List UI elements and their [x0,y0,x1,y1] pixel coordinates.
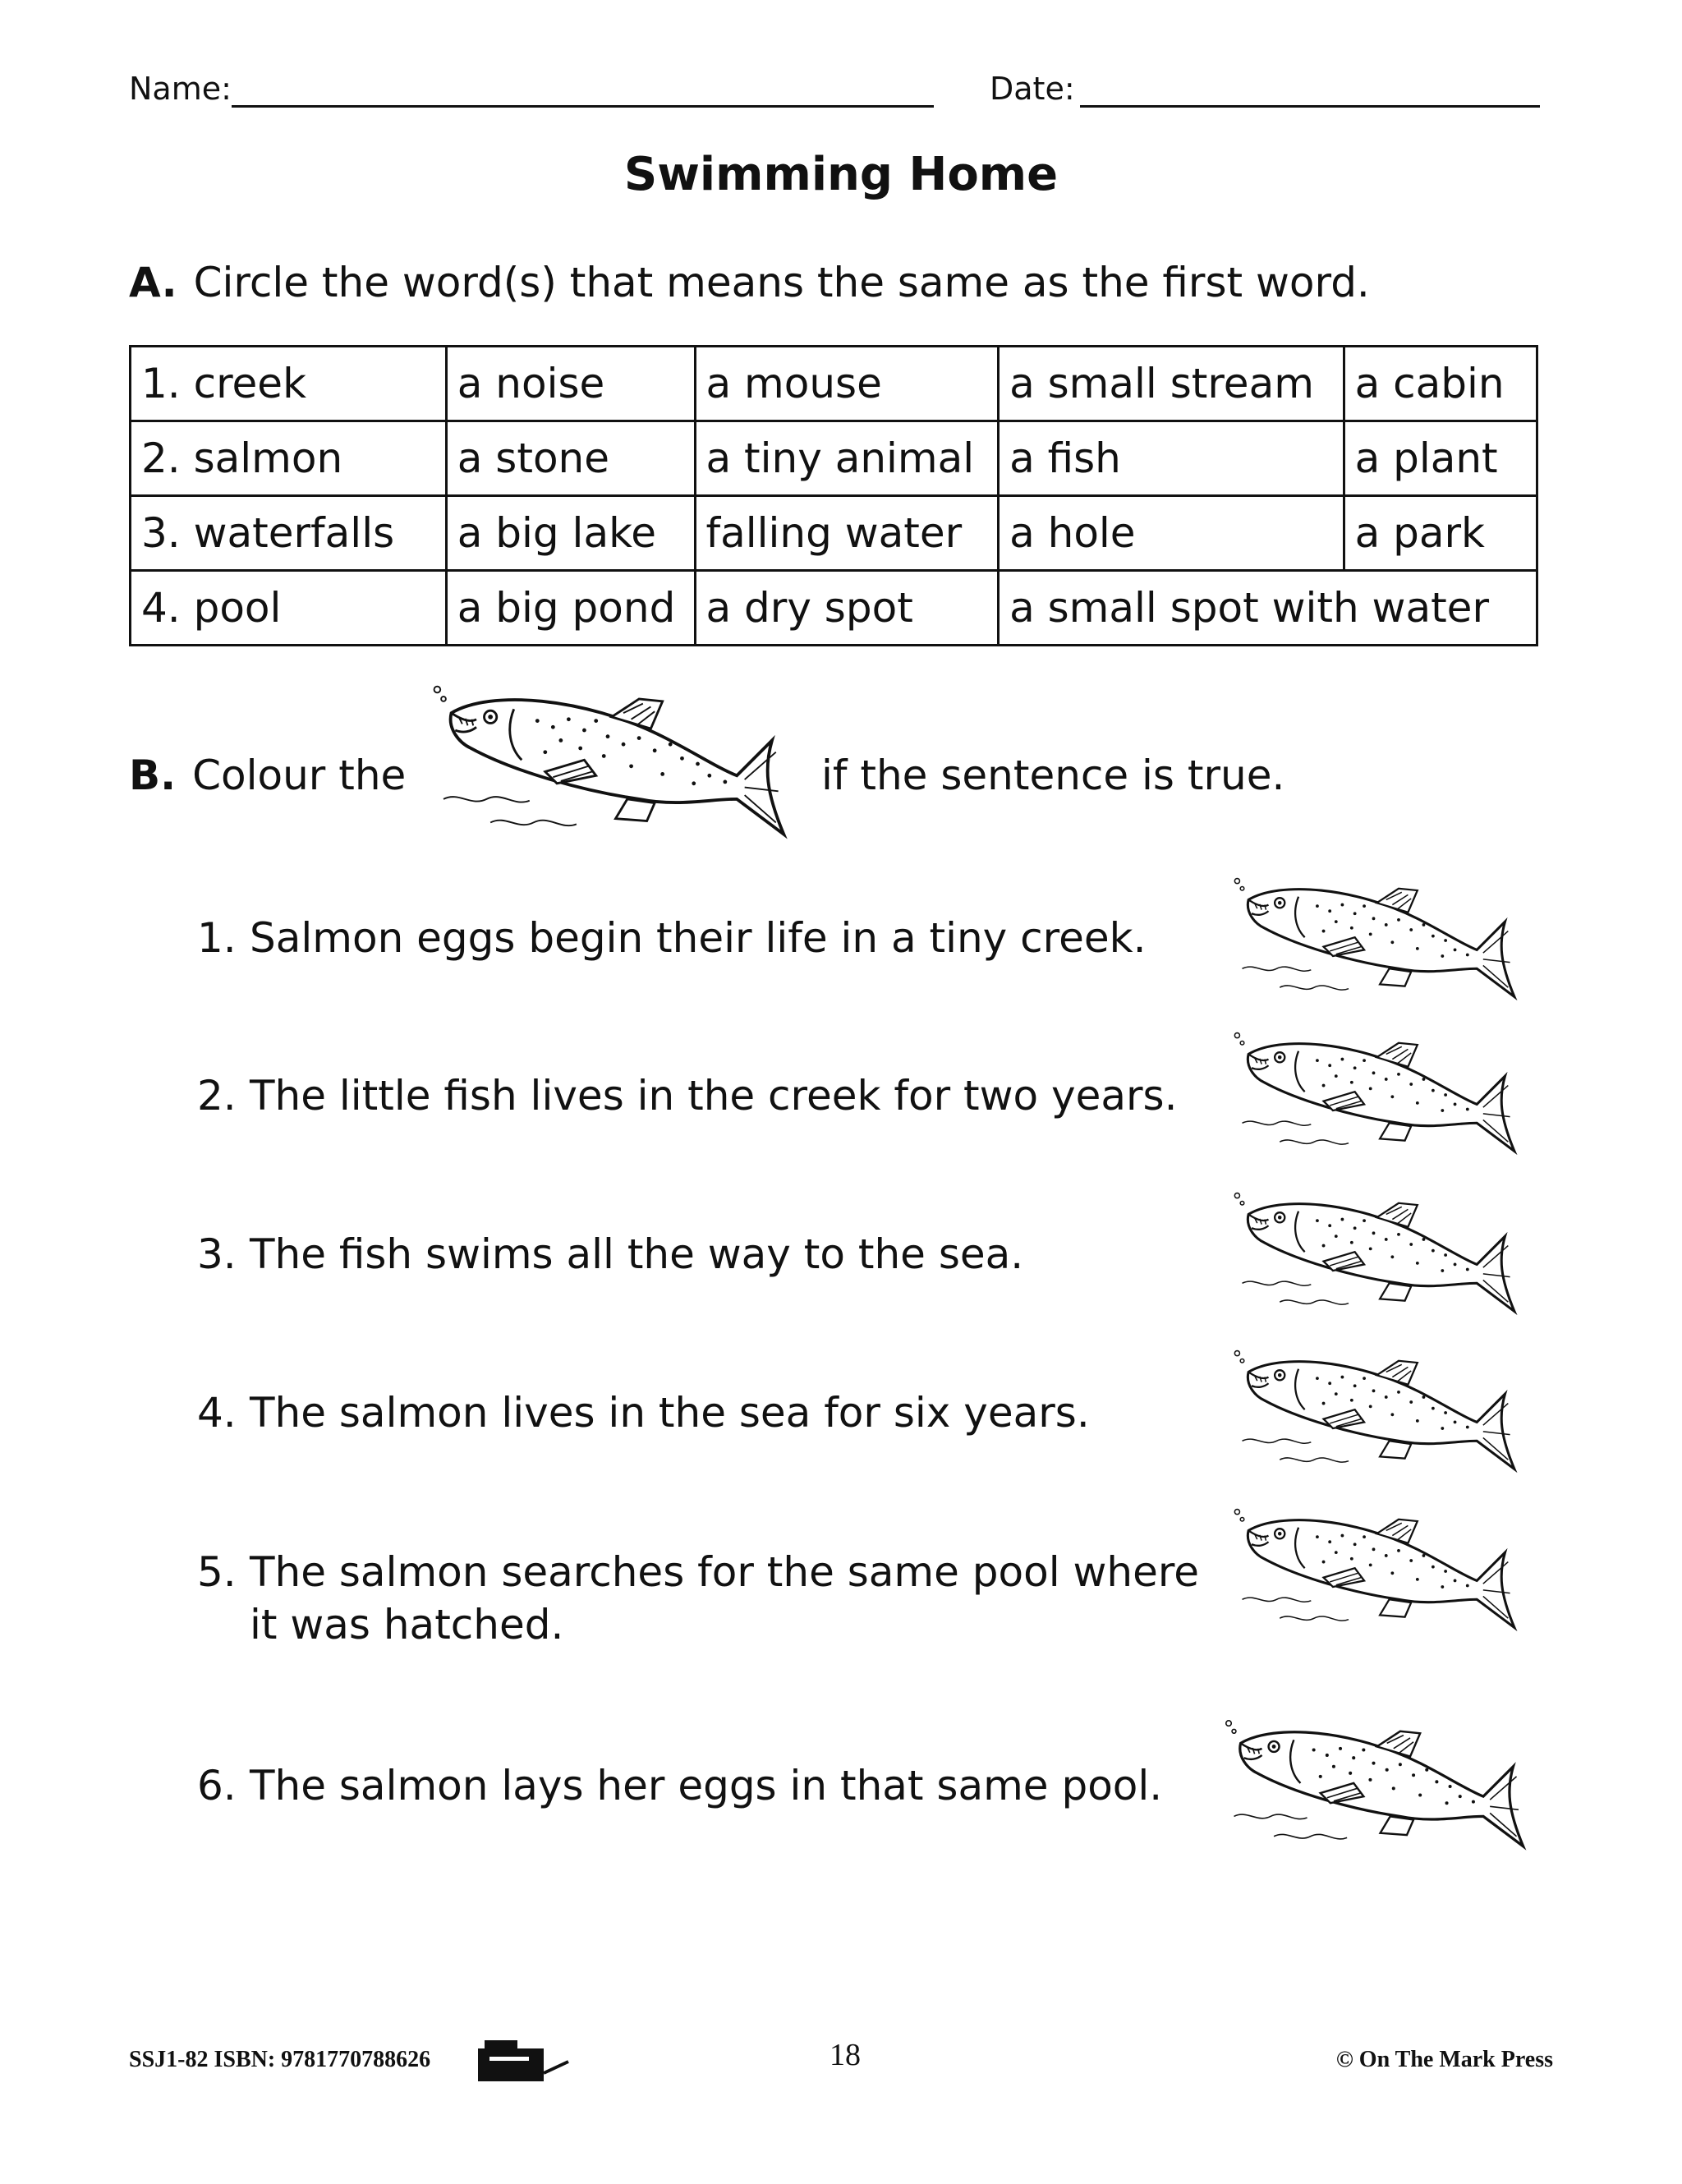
date-field[interactable] [1080,105,1540,108]
table-cell-option[interactable]: a hole [999,496,1344,571]
salmon-icon[interactable] [1207,1029,1540,1161]
table-row [131,421,1537,496]
table-row [131,496,1537,571]
table-cell-option[interactable]: a cabin [1344,347,1537,421]
statement-4 [197,1386,1090,1439]
table-cell-word: 1. creek [131,347,447,421]
table-cell-word: 4. pool [131,571,447,646]
salmon-icon[interactable] [1207,1717,1540,1856]
table-cell-word: 2. salmon [131,421,447,496]
salmon-icon [415,682,801,846]
section-a-letter: A. [129,259,177,306]
statement-text-continued: it was hatched. [250,1601,564,1648]
name-label: Name: [129,71,232,107]
page-title: Swimming Home [623,148,1059,201]
table-cell-option[interactable]: a big pond [446,571,695,646]
name-date-header [129,64,1542,113]
table-cell-option[interactable]: a small spot with water [999,571,1537,646]
section-b-letter: B. [129,752,177,799]
statement-text: The salmon searches for the same pool where [250,1548,1200,1596]
statement-number: 1. [197,914,237,962]
salmon-icon[interactable] [1207,875,1540,1006]
section-b-after-text: if the sentence is true. [821,752,1285,799]
statement-number: 6. [197,1762,237,1809]
statement-6 [197,1759,1162,1812]
table-cell-option[interactable]: a fish [999,421,1344,496]
statement-text: The salmon lives in the sea for six years. [250,1389,1090,1437]
statement-number: 2. [197,1072,237,1120]
table-cell-option[interactable]: a stone [446,421,695,496]
statement-2 [197,1069,1178,1122]
salmon-icon[interactable] [1207,1506,1540,1637]
section-a-instruction: Circle the word(s) that means the same as the first word. [193,259,1370,306]
name-field[interactable] [232,105,934,108]
table-cell-option[interactable]: a big lake [446,496,695,571]
section-b-before-text: Colour the [192,752,407,799]
statement-text: The salmon lays her eggs in that same pool. [250,1762,1163,1809]
vocabulary-table [129,345,1538,646]
statement-number: 5. [197,1548,237,1596]
statement-text: The fish swims all the way to the sea. [250,1230,1024,1278]
statement-text: Salmon eggs begin their life in a tiny creek. [250,914,1147,962]
table-cell-option[interactable]: a plant [1344,421,1537,496]
table-cell-option[interactable]: a mouse [695,347,999,421]
salmon-icon[interactable] [1207,1347,1540,1478]
table-cell-option[interactable]: a park [1344,496,1537,571]
page-footer [0,2037,1682,2086]
statement-text: The little fish lives in the creek for two years. [250,1072,1178,1120]
statement-5 [197,1546,1199,1651]
page-number: 18 [830,2038,861,2072]
statement-3 [197,1228,1023,1281]
table-cell-word: 3. waterfalls [131,496,447,571]
table-row [131,571,1537,646]
footer-copyright: © On The Mark Press [1335,2047,1553,2072]
footer-code: SSJ1-82 ISBN: 9781770788626 [129,2047,431,2072]
table-cell-option[interactable]: a small stream [999,347,1344,421]
date-label: Date: [990,71,1075,107]
section-a-heading [129,259,1370,306]
statement-1 [197,912,1146,964]
salmon-icon[interactable] [1207,1189,1540,1321]
table-cell-option[interactable]: a dry spot [695,571,999,646]
table-cell-option[interactable]: falling water [695,496,999,571]
table-cell-option[interactable]: a noise [446,347,695,421]
section-b-heading [129,752,406,799]
statement-number: 4. [197,1389,237,1437]
statement-number: 3. [197,1230,237,1278]
table-row [131,347,1537,421]
printing-press-icon [476,2037,573,2085]
table-cell-option[interactable]: a tiny animal [695,421,999,496]
